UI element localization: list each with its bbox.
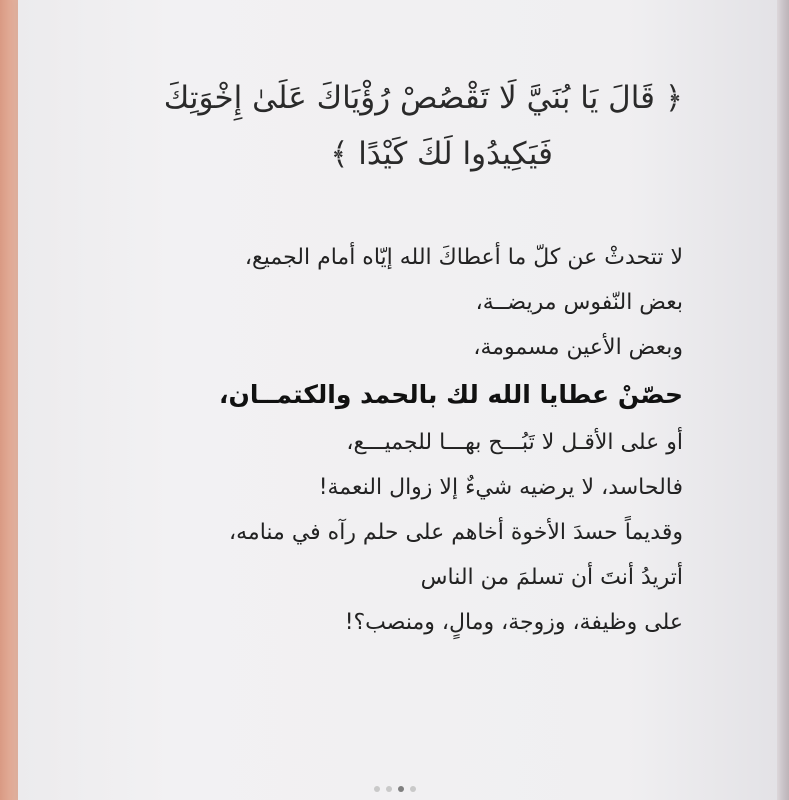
book-spine-edge	[777, 0, 789, 800]
body-line-1: لا تتحدثْ عن كلّ ما أعطاكَ الله إيّاه أمام الجميع،	[244, 245, 683, 270]
verse-line-2: فَيَكِيدُوا لَكَ كَيْدًا ﴾	[330, 136, 553, 172]
page-body-text	[83, 235, 683, 645]
body-line-8: أتريدُ أنتَ أن تسلمَ من الناس	[420, 565, 683, 590]
carousel-dot[interactable]	[374, 786, 380, 792]
body-line-6: فالحاسد، لا يرضيه شيءٌ إلا زوال النعمة!	[318, 475, 683, 500]
body-line-2: بعض النّفوس مريضــة،	[475, 290, 683, 315]
carousel-dots	[0, 786, 789, 792]
book-page	[18, 0, 778, 800]
body-line-3: وبعض الأعين مسمومة،	[473, 335, 683, 360]
carousel-dot[interactable]	[410, 786, 416, 792]
body-line-9: على وظيفة، وزوجة، ومالٍ، ومنصب؟!	[344, 610, 683, 635]
quran-verse	[83, 70, 683, 182]
body-line-5: أو على الأقـل لا تَبُـــح بهـــا للجميـــع،	[346, 430, 683, 455]
carousel-dot-active[interactable]	[398, 786, 404, 792]
body-line-7: وقديماً حسدَ الأخوة أخاهم على حلم رآه في منامه،	[229, 520, 683, 545]
verse-line-1: ﴿ قَالَ يَا بُنَيَّ لَا تَقْصُصْ رُؤْيَاكَ عَلَىٰ إِخْوَتِكَ	[163, 80, 683, 116]
body-line-4-bold: حصّنْ عطايا الله لك بالحمد والكتمــان،	[219, 380, 683, 409]
carousel-dot[interactable]	[386, 786, 392, 792]
